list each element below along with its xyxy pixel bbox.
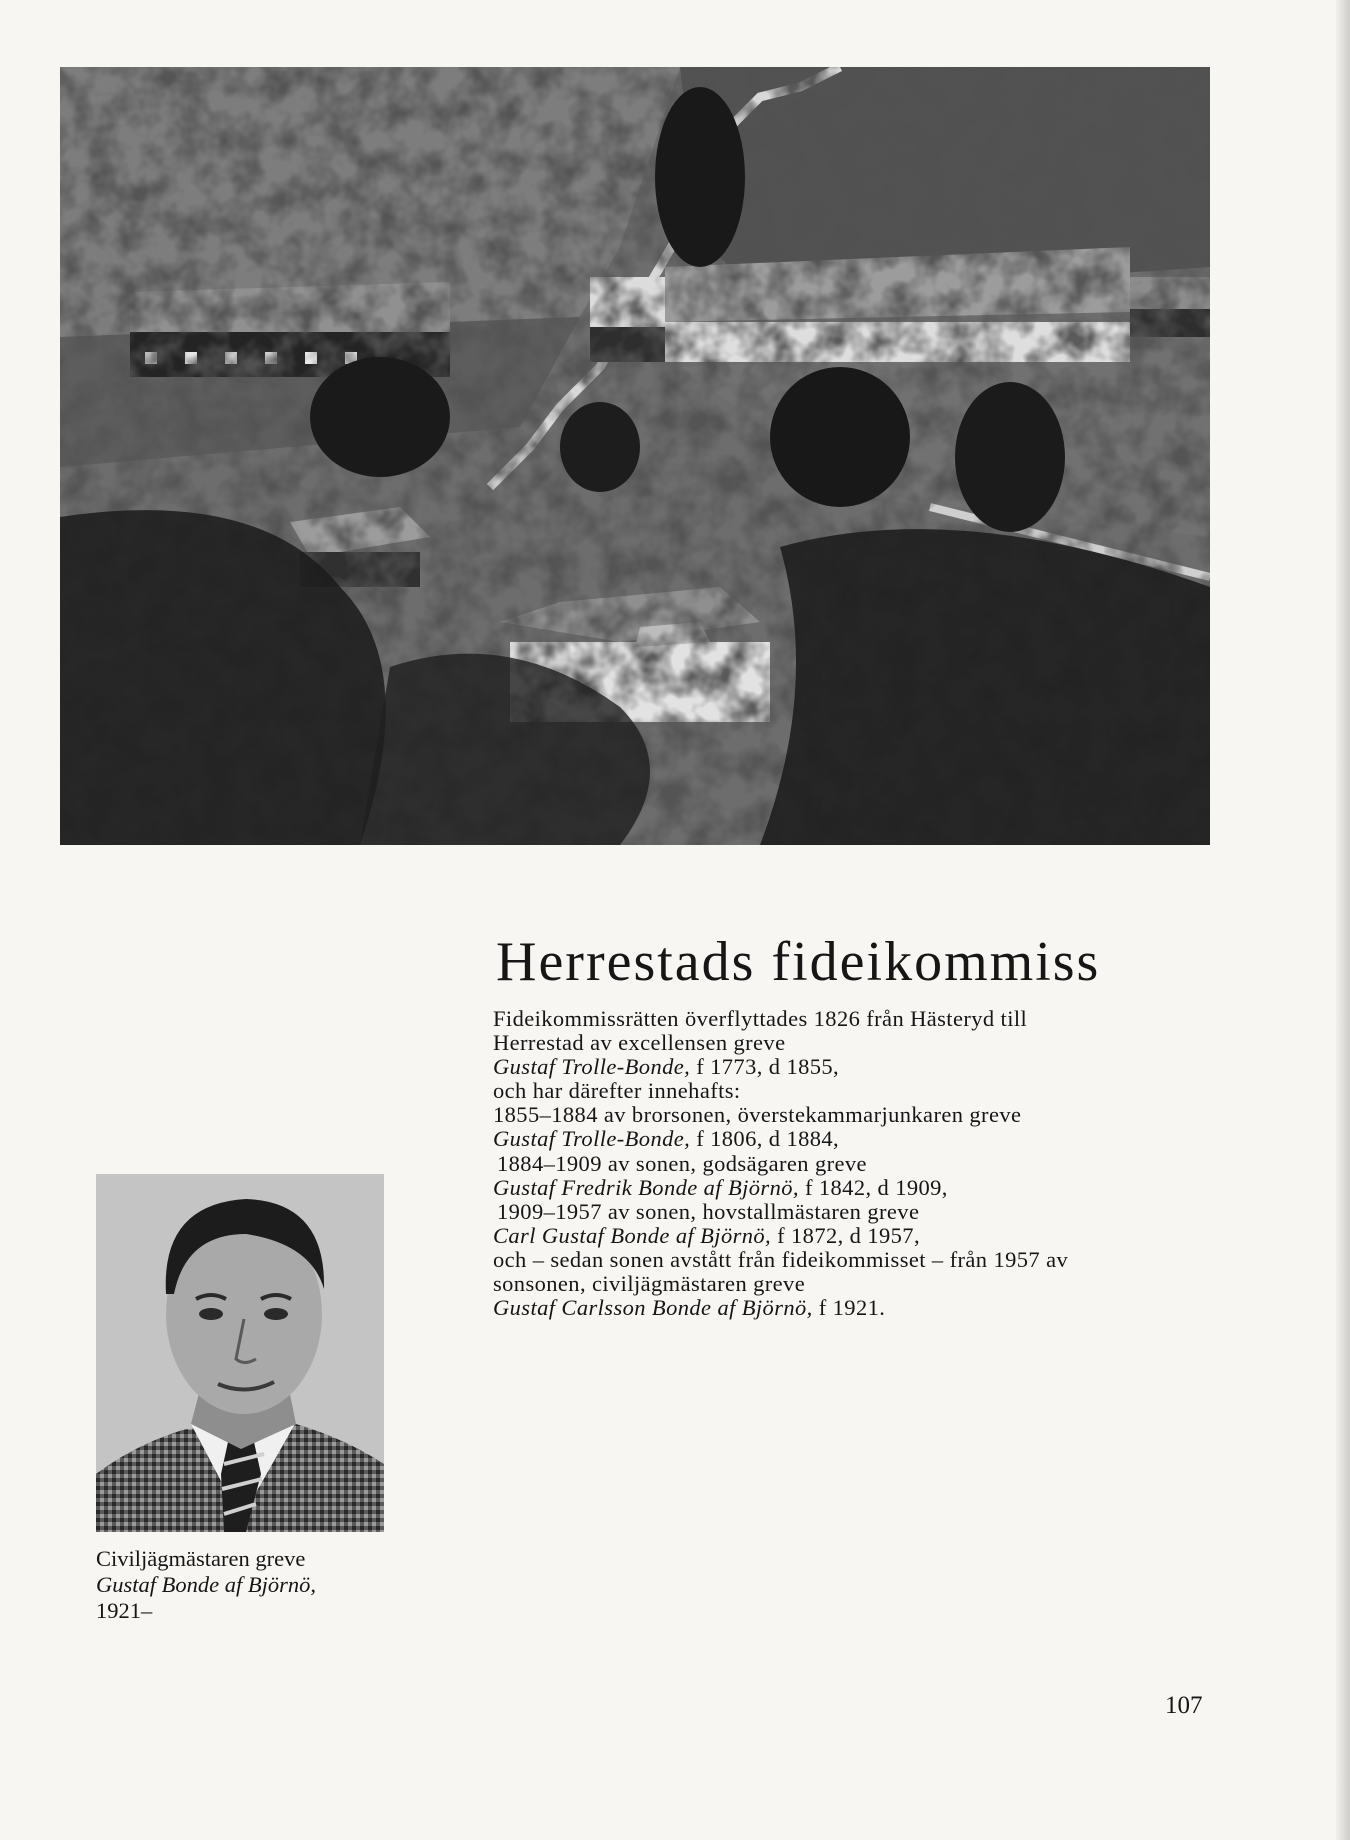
body-line: sonsonen, civiljägmästaren greve bbox=[493, 1271, 806, 1297]
life-dates: f 1806, d 1884, bbox=[690, 1126, 840, 1152]
body-line bbox=[493, 1055, 1213, 1079]
person-name: Gustaf Carlsson Bonde af Björnö, bbox=[493, 1295, 813, 1321]
page-number: 107 bbox=[1165, 1692, 1203, 1719]
body-text bbox=[493, 1007, 1213, 1320]
body-line bbox=[493, 1296, 1213, 1320]
caption-name: Gustaf Bonde af Björnö, bbox=[96, 1572, 316, 1597]
body-line: 1884–1909 av sonen, godsägaren greve bbox=[497, 1150, 867, 1176]
body-line: 1855–1884 av brorsonen, överstekammarjunkaren greve bbox=[493, 1102, 1022, 1128]
portrait-photo bbox=[96, 1174, 384, 1532]
person-name: Gustaf Fredrik Bonde af Björnö, bbox=[493, 1174, 799, 1200]
body-line: Fideikommissrätten överflyttades 1826 från Hästeryd till bbox=[493, 1006, 1028, 1031]
life-dates: f 1842, d 1909, bbox=[798, 1174, 948, 1200]
body-line bbox=[493, 1176, 1213, 1200]
aerial-photo bbox=[60, 67, 1210, 845]
body-line: Herrestad av excellensen greve bbox=[493, 1030, 786, 1056]
person-name: Gustaf Trolle-Bonde, bbox=[493, 1126, 691, 1152]
body-line: och – sedan sonen avstått från fideikommisset – från 1957 av bbox=[493, 1246, 1069, 1272]
body-line: och har därefter innehafts: bbox=[493, 1078, 741, 1104]
life-dates: f 1872, d 1957, bbox=[771, 1222, 920, 1248]
photo-caption bbox=[96, 1546, 426, 1624]
body-line bbox=[493, 1127, 1213, 1151]
person-name: Carl Gustaf Bonde af Björnö, bbox=[493, 1222, 772, 1248]
life-dates: f 1773, d 1855, bbox=[690, 1054, 840, 1080]
body-line: 1909–1957 av sonen, hovstallmästaren greve bbox=[497, 1198, 920, 1224]
life-dates: f 1921. bbox=[812, 1295, 886, 1321]
caption-line: 1921– bbox=[96, 1598, 153, 1623]
body-line bbox=[493, 1224, 1213, 1248]
page-edge bbox=[1336, 0, 1350, 1840]
person-name: Gustaf Trolle-Bonde, bbox=[493, 1054, 691, 1080]
page-title: Herrestads fideikommiss bbox=[496, 931, 1101, 993]
caption-line: Civiljägmästaren greve bbox=[96, 1546, 306, 1571]
